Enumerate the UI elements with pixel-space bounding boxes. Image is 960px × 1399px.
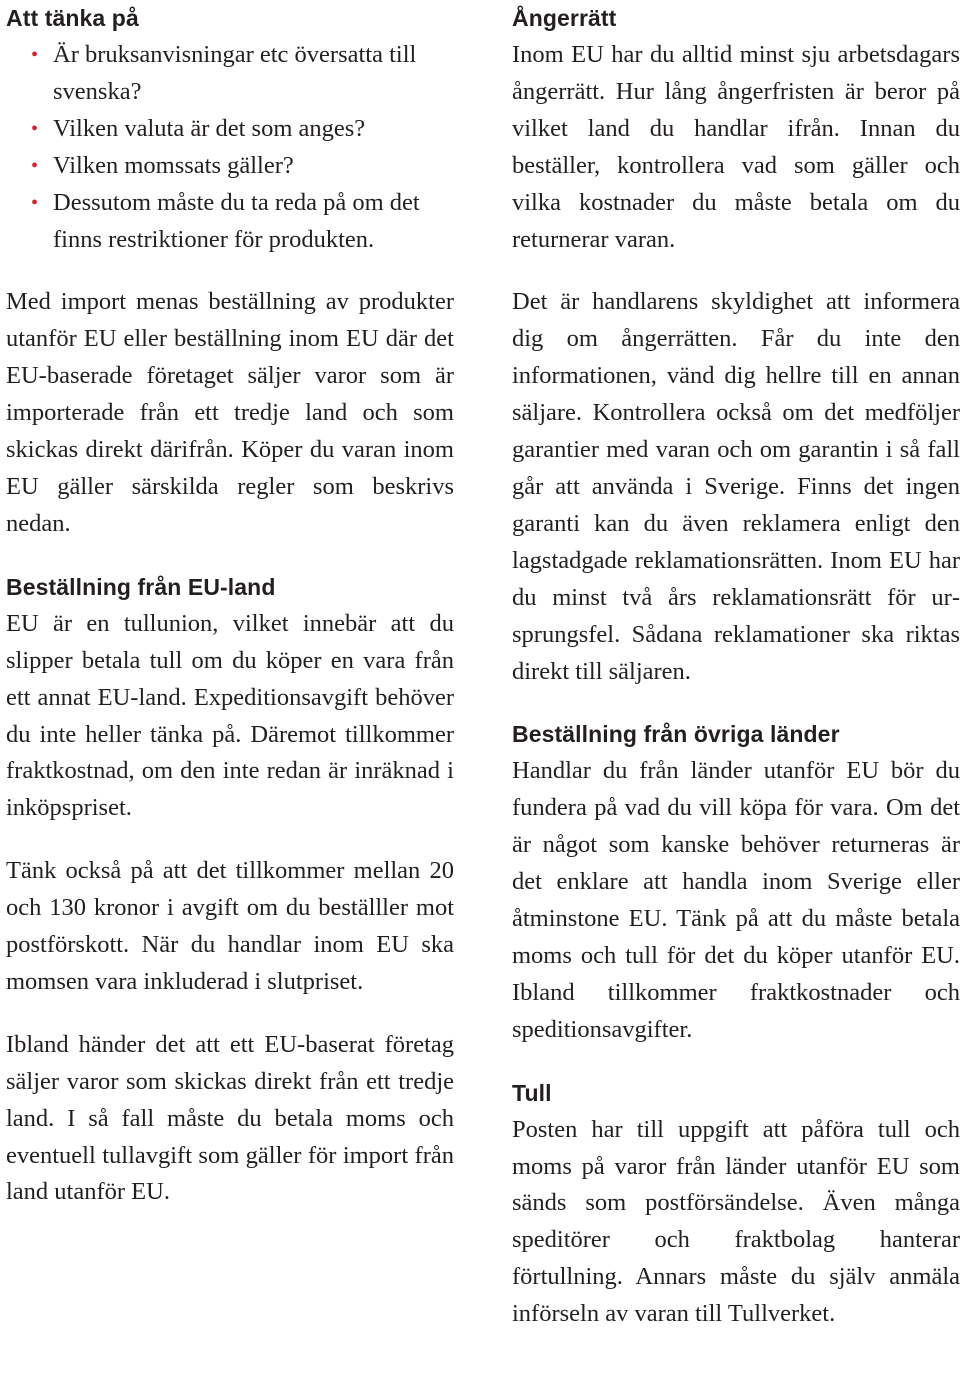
right-column xyxy=(512,0,960,1359)
heading-att-tanka-pa: Att tänka på xyxy=(6,5,139,31)
list-item: • Dessutom måste du ta reda på om det finns restriktioner för produkten. xyxy=(53,185,448,259)
paragraph-tredje-land: Ibland händer det att ett EU-baserat företag säljer varor som skickas direkt från ett tredje land. I så fall måste du betala moms och eventuell tullavgift som gäller för import från land utanför EU. xyxy=(6,1030,454,1206)
list-item: • Vilken momssats gäller? xyxy=(53,148,448,185)
checklist xyxy=(6,37,454,258)
bullet-dot-icon: • xyxy=(31,117,39,140)
paragraph-eu-tullunion: EU är en tullunion, vilket innebär att du slipper betala tull om du köper en vara från ett annat EU-land. Expeditionsavgift behöver du inte heller tänka på. Däremot tillkommer fraktkostnad, om den inte redan är inräknad i inköpspriset. xyxy=(6,609,454,822)
heading-angerratt: Ångerrätt xyxy=(512,5,617,31)
paragraph-avgift: Tänk också på att det tillkommer mellan 20 och 130 kronor i avgift om du beställler mot postförskott. När du handlar inom EU ska momsen vara inkluderad i slutpriset. xyxy=(6,857,454,995)
bullet-dot-icon: • xyxy=(31,191,39,214)
heading-bestallning-eu: Beställning från EU-land xyxy=(6,573,276,600)
paragraph-angerratt: Inom EU har du alltid minst sju arbetsdagars ångerrätt. Hur lång ångerfristen är beror på vilket land du handlar ifrån. Innan du beställer, kontrollera vad som gäller och vilka kostnader du måste betala om du returnerar varan. xyxy=(512,41,960,253)
list-item: • Vilken valuta är det som anges? xyxy=(53,111,448,148)
heading-bestallning-ovriga: Beställning från övriga länder xyxy=(512,721,840,748)
paragraph-ovriga-lander: Handlar du från länder utanför EU bör du fundera på vad du vill köpa för vara. Om det är något som kanske behöver returneras är det enklare att handla inom Sverige eller åtminstone EU. Tänk på att du måste betala moms och tull för det du köper utanför EU. Ibland tillkommer fraktkostnader och speditionsavgifter. xyxy=(512,757,960,1043)
bullet-dot-icon: • xyxy=(31,154,39,177)
left-column xyxy=(6,0,454,1237)
paragraph-tull: Posten har till uppgift att påföra tull och moms på varor från länder utanför EU som sänds som postförsändelse. Även många speditörer och fraktbolag hanterar förtullning. Annars måste du själv anmäla införseln av varan till Tullverket. xyxy=(512,1115,960,1328)
paragraph-import: Med import menas beställning av produkter utanför EU eller beställning inom EU där det EU-baserade företaget säljer varor som är importerade från ett tredje land och som skickas direkt därifrån. Köper du varan inom EU gäller särskilda regler som beskrivs nedan. xyxy=(6,288,454,537)
bullet-dot-icon: • xyxy=(31,44,39,66)
paragraph-handlarens-skyldighet: Det är handlarens skyldighet att informera dig om ångerrätten. Får du inte den informationen, vänd dig hellre till en annan säljare. Kontrollera också om det medföljer garantier med varan och om garantin i så fall går att använda i Sverige. Finns det ingen garanti kan du även reklamera enligt den lagstadgade reklamationsrätten. Inom EU har du minst två års reklamationsrätt för ursprungsfel. Sådana reklamationer ska riktas direkt till säljaren. xyxy=(512,288,960,685)
heading-tull: Tull xyxy=(512,1079,552,1106)
list-item: • Är bruksanvisningar etc översatta till svenska? xyxy=(53,37,448,111)
